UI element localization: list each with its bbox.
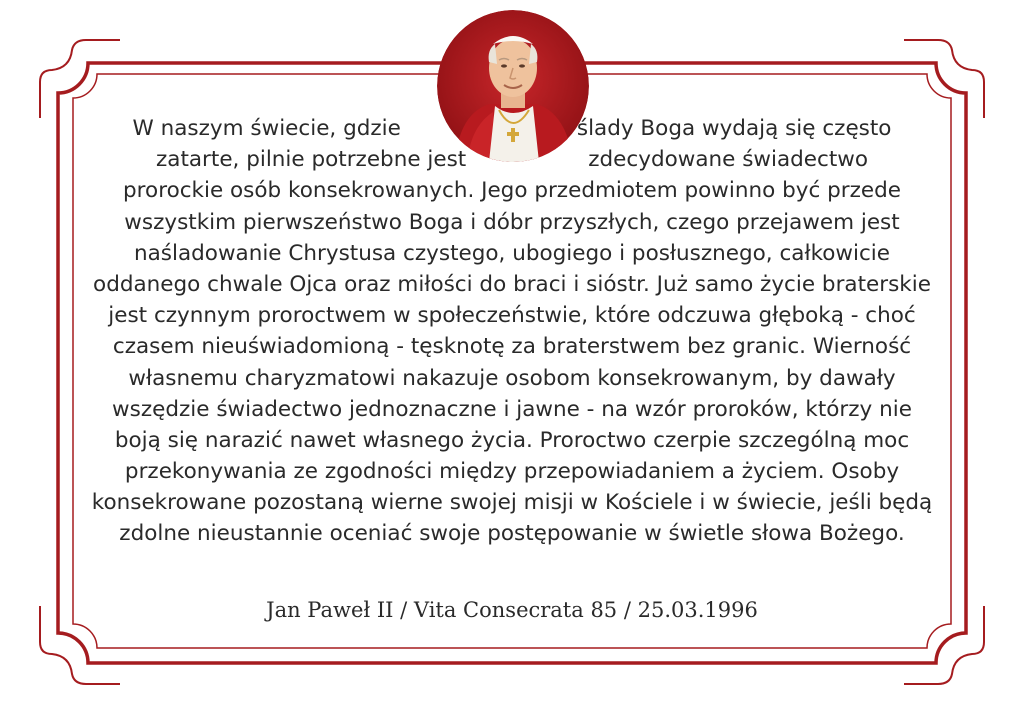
quote-line-2-right: zdecydowane świadectwo <box>588 147 868 173</box>
quote-text <box>60 113 964 583</box>
quote-line-5: naśladowanie Chrystusa czystego, ubogiego i posłusznego, całkowicie <box>134 240 890 266</box>
quote-line-10: wszędzie świadectwo jednoznaczne i jawne - na wzór proroków, którzy nie <box>112 396 912 422</box>
quote-line-13: konsekrowane pozostaną wierne swojej misji w Kościele i w świecie, jeśli będą <box>91 490 933 516</box>
quote-line-9: własnemu charyzmatowi nakazuje osobom konsekrowanym, by dawały <box>128 365 896 391</box>
quote-line-1-right: ślady Boga wydają się często <box>576 116 892 141</box>
quote-line-4: wszystkim pierwszeństwo Boga i dóbr przyszłych, czego przejawem jest <box>124 209 900 235</box>
quote-line-3: prorockie osób konsekrowanych. Jego przedmiotem powinno być przede <box>123 178 901 204</box>
quote-line-1-left: W naszym świecie, gdzie <box>132 116 401 141</box>
corner-ornament-tl <box>40 40 120 118</box>
quote-line-11: boją się narazić nawet własnego życia. Proroctwo czerpie szczególną moc <box>114 427 910 453</box>
corner-ornament-tr <box>904 40 984 118</box>
quote-line-6: oddanego chwale Ojca oraz miłości do braci i sióstr. Już samo życie braterskie <box>93 271 931 297</box>
attribution: Jan Paweł II / Vita Consecrata 85 / 25.03.1996 <box>266 598 758 622</box>
quote-line-8: czasem nieuświadomioną - tęsknotę za braterstwem bez granic. Wierność <box>112 334 912 360</box>
quote-line-2-left: zatarte, pilnie potrzebne jest <box>155 147 467 173</box>
quote-line-1 <box>60 113 964 144</box>
quote-line-2 <box>60 144 964 175</box>
quote-line-7: jest czynnym proroctwem w społeczeństwie, które odczuwa głęboką - choć <box>108 303 916 329</box>
quote-line-12: przekonywania ze zgodności między przepowiadaniem a życiem. Osoby <box>124 459 900 485</box>
quote-line-14: zdolne nieustannie oceniać swoje postępowanie w świetle słowa Bożego. <box>119 521 905 547</box>
